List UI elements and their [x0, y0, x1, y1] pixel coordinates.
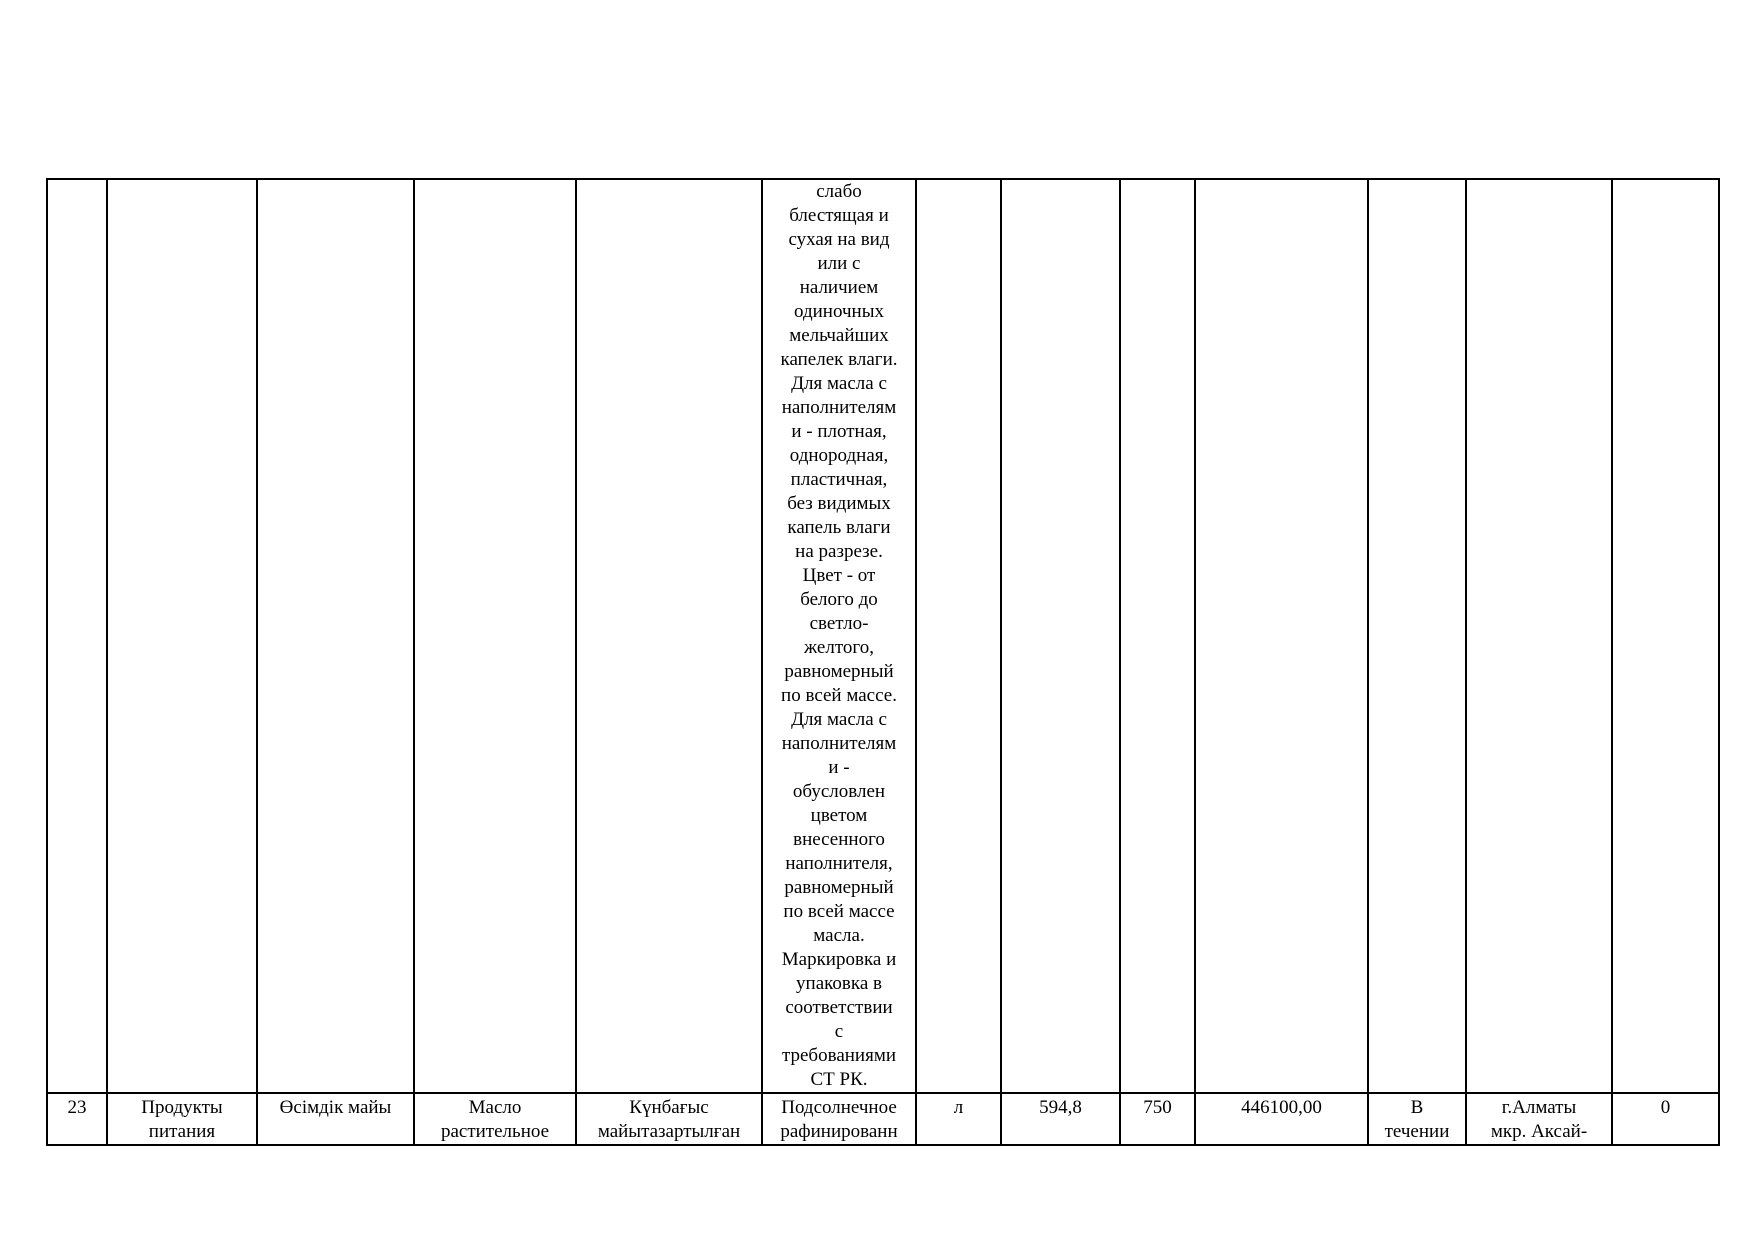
cell-empty	[1466, 179, 1612, 1093]
cell-empty	[916, 179, 1001, 1093]
description-ru-line: Подсолнечное	[781, 1097, 897, 1118]
unit-cell: л	[916, 1093, 1001, 1145]
description-line: требованиями	[781, 1045, 897, 1066]
amount-cell: 446100,00	[1195, 1093, 1368, 1145]
description-line: масла.	[813, 925, 865, 946]
description-kz-line: Күнбағыс	[629, 1097, 709, 1118]
continuation-description-cell	[762, 179, 916, 1093]
description-line: желтого,	[804, 637, 874, 658]
name-ru-line: растительное	[440, 1121, 550, 1142]
description-line: и -	[828, 757, 850, 778]
description-line: Маркировка и	[781, 949, 897, 970]
cell-empty	[1368, 179, 1466, 1093]
category-cell	[107, 1093, 257, 1145]
quantity-cell: 750	[1120, 1093, 1195, 1145]
description-line: по всей массе.	[781, 685, 897, 706]
description-line: Цвет - от	[802, 565, 876, 586]
name-kz-cell: Өсімдік майы	[257, 1093, 414, 1145]
description-line: капель влаги	[787, 517, 891, 538]
description-line: соответствии	[785, 997, 893, 1018]
term-line: В	[1410, 1097, 1424, 1118]
description-line: одиночных	[794, 301, 884, 322]
description-line: упаковка в	[796, 973, 882, 994]
description-line: Для масла с	[791, 373, 887, 394]
place-line: г.Алматы	[1501, 1097, 1577, 1118]
description-line: наполнителям	[781, 733, 897, 754]
description-line: без видимых	[787, 493, 891, 514]
place-line: мкр. Аксай-	[1490, 1121, 1588, 1142]
cell-empty	[1120, 179, 1195, 1093]
description-line: пластичная,	[790, 469, 888, 490]
cell-empty	[257, 179, 414, 1093]
description-line: белого до	[800, 589, 878, 610]
description-line: наличием	[799, 277, 879, 298]
description-line: или с	[817, 253, 861, 274]
description-line: внесенного	[793, 829, 885, 850]
cell-empty	[1195, 179, 1368, 1093]
description-line: наполнителям	[781, 397, 897, 418]
description-ru-cell	[762, 1093, 916, 1145]
table-row	[47, 1093, 1719, 1145]
description-line: капелек влаги.	[780, 349, 898, 370]
advance-cell: 0	[1612, 1093, 1719, 1145]
description-line: наполнителя,	[785, 853, 893, 874]
name-ru-cell	[414, 1093, 576, 1145]
cell-empty	[576, 179, 762, 1093]
procurement-table	[46, 178, 1720, 1146]
category-line: питания	[148, 1121, 216, 1142]
description-line: мельчайших	[789, 325, 889, 346]
cell-empty	[1612, 179, 1719, 1093]
description-line: светло-	[809, 613, 869, 634]
cell-empty	[107, 179, 257, 1093]
cell-empty	[1001, 179, 1120, 1093]
description-line: равномерный	[784, 661, 894, 682]
description-line: сухая на вид	[788, 229, 890, 250]
description-line: по всей массе	[783, 901, 895, 922]
description-line: равномерный	[784, 877, 894, 898]
category-line: Продукты	[141, 1097, 223, 1118]
name-ru-line: Масло	[468, 1097, 522, 1118]
continuation-row	[47, 179, 1719, 1093]
description-kz-cell	[576, 1093, 762, 1145]
term-line: течении	[1384, 1121, 1450, 1142]
description-line: цветом	[810, 805, 868, 826]
price-cell: 594,8	[1001, 1093, 1120, 1145]
term-cell	[1368, 1093, 1466, 1145]
description-line: Для масла с	[791, 709, 887, 730]
description-kz-line: майытазартылған	[597, 1121, 741, 1142]
cell-empty	[414, 179, 576, 1093]
place-cell	[1466, 1093, 1612, 1145]
description-line: обусловлен	[792, 781, 886, 802]
description-line: с	[834, 1021, 844, 1042]
description-line: слабо	[816, 181, 862, 202]
description-line: блестящая и	[789, 205, 889, 226]
cell-empty	[47, 179, 107, 1093]
row-number: 23	[47, 1093, 107, 1145]
description-line: однородная,	[789, 445, 889, 466]
description-line: и - плотная,	[791, 421, 887, 442]
description-line: СТ РК.	[810, 1069, 868, 1090]
description-line: на разрезе.	[795, 541, 883, 562]
description-ru-line: рафинированн	[780, 1121, 898, 1142]
